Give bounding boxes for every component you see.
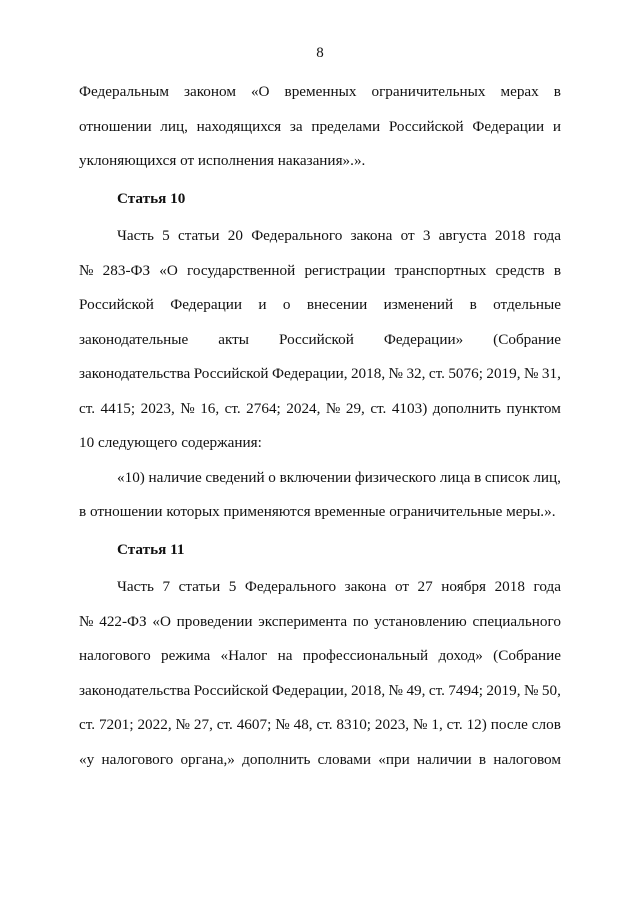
word: 2018	[494, 578, 525, 595]
word: Часть	[117, 227, 154, 244]
word: сведений	[205, 468, 265, 486]
word: закона	[344, 578, 387, 595]
word: года	[533, 227, 561, 244]
word: Федерации»	[383, 330, 464, 348]
word: законодательства	[79, 365, 191, 382]
word: Федерального	[244, 578, 337, 595]
word: 4415;	[100, 399, 136, 417]
word: наличие	[148, 468, 202, 486]
word: слов	[531, 716, 561, 733]
word: статьи	[178, 578, 221, 595]
text-line	[79, 674, 561, 709]
word: 2023,	[140, 399, 175, 417]
word: наличии	[417, 750, 472, 768]
word: дополнить	[242, 750, 311, 768]
text-line	[79, 288, 561, 323]
word: 50,	[541, 681, 561, 699]
word: 16,	[200, 399, 220, 417]
word: проведении	[176, 612, 253, 630]
word: после	[490, 716, 528, 733]
text-line	[79, 219, 561, 254]
word: специального	[472, 612, 561, 630]
word: «при	[378, 750, 410, 768]
word: Российской	[388, 117, 464, 135]
document-body	[79, 75, 561, 777]
word: профессиональный	[302, 647, 429, 664]
word: Федерального	[251, 227, 343, 244]
word: список	[484, 468, 530, 486]
word: лиц,	[533, 468, 561, 486]
word: 12)	[466, 716, 487, 733]
word: эксперимента	[258, 612, 348, 630]
word: 48,	[293, 716, 313, 733]
word: в	[553, 261, 561, 279]
word: регистрации	[304, 261, 386, 279]
text-line	[79, 254, 561, 289]
word: режима	[161, 647, 211, 664]
word: «О	[152, 612, 171, 630]
word: отношении	[79, 117, 152, 135]
word: по	[352, 612, 369, 630]
word: 283-ФЗ	[102, 261, 151, 279]
word: «10)	[117, 468, 145, 486]
word: дополнить	[432, 399, 501, 417]
word: 7494;	[448, 681, 483, 699]
word: 7201;	[98, 716, 134, 733]
word: года	[533, 578, 561, 595]
word: №	[180, 399, 195, 417]
word: 2019,	[486, 681, 521, 699]
word: «О	[250, 83, 270, 100]
word: №	[79, 261, 94, 279]
word: лиц,	[160, 117, 188, 135]
word: 7	[162, 578, 171, 595]
word: временных	[284, 83, 357, 100]
word: 3	[422, 227, 431, 244]
word: в	[478, 750, 487, 768]
word: от	[400, 227, 415, 244]
word: в	[553, 83, 561, 100]
word: Федеральным	[79, 83, 169, 100]
word: пределами	[311, 117, 381, 135]
text-line	[79, 461, 561, 496]
page-number: 8	[316, 45, 324, 61]
word: 5	[162, 227, 170, 244]
word: №	[388, 365, 404, 382]
word: налогового	[79, 647, 151, 664]
word: (Собрание	[493, 330, 561, 348]
word: «Налог	[220, 647, 268, 664]
text-line	[79, 75, 561, 110]
word: №	[388, 681, 404, 699]
word: №	[175, 716, 190, 733]
word: «у	[79, 750, 95, 768]
text-line	[79, 570, 561, 605]
word: Федерации	[472, 117, 545, 135]
word: ограничительных	[371, 83, 486, 100]
text-line	[79, 392, 561, 427]
word: ноября	[441, 578, 487, 595]
word: ст.	[428, 681, 445, 699]
word: ст.	[428, 365, 445, 382]
word: 2764;	[246, 399, 281, 417]
word: ст.	[224, 399, 241, 417]
word: №	[523, 681, 539, 699]
word: законодательства	[79, 681, 191, 699]
word: ст.	[79, 716, 96, 733]
word: Часть	[117, 578, 154, 595]
word: 5	[228, 578, 237, 595]
word: 2024,	[286, 399, 321, 417]
word: ст.	[446, 716, 463, 733]
word: Российской	[193, 681, 269, 699]
word: словами	[317, 750, 372, 768]
word: налогового	[101, 750, 174, 768]
word: «О	[159, 261, 178, 279]
word: 8310;	[336, 716, 372, 733]
text-line: уклоняющихся от исполнения наказания».».	[79, 152, 366, 169]
word: Федерации,	[271, 681, 348, 699]
word: №	[523, 365, 539, 382]
word: изменений	[383, 296, 454, 313]
word: 2022,	[137, 716, 172, 733]
word: Российской	[79, 296, 154, 313]
word: пунктом	[506, 399, 561, 417]
word: законодательные	[79, 330, 189, 348]
word: ст.	[216, 716, 233, 733]
text-line: 10 следующего содержания:	[79, 434, 262, 451]
text-line	[79, 357, 561, 392]
word: физического	[354, 468, 437, 486]
word: транспортных	[394, 261, 487, 279]
word: №	[412, 716, 428, 733]
word: №	[325, 399, 341, 417]
word: закона	[350, 227, 393, 244]
word: от	[394, 578, 409, 595]
word: Российской	[193, 365, 269, 382]
text-line: в отношении которых применяются временные ограничительные меры.».	[79, 503, 556, 520]
word: органа,»	[180, 750, 235, 768]
word: мерах	[500, 83, 539, 100]
word: Российской	[279, 330, 354, 348]
word: ст.	[79, 399, 96, 417]
word: 4607;	[236, 716, 272, 733]
word: акты	[218, 330, 250, 348]
word: 49,	[406, 681, 426, 699]
word: августа	[438, 227, 487, 244]
word: 2018	[494, 227, 526, 244]
word: 32,	[406, 365, 426, 382]
word: включении	[279, 468, 352, 486]
word: 2018,	[350, 681, 386, 699]
word: 20	[227, 227, 243, 244]
word: (Собрание	[493, 647, 561, 664]
word: законом	[183, 83, 236, 100]
word: Федерации	[170, 296, 242, 313]
word: 4103)	[391, 399, 428, 417]
word: отдельные	[493, 296, 561, 313]
word: о	[282, 296, 291, 313]
word: 1,	[431, 716, 443, 733]
text-line	[79, 323, 561, 358]
word: и	[258, 296, 267, 313]
word: 27,	[193, 716, 213, 733]
text-line	[79, 743, 561, 778]
word: 422-ФЗ	[99, 612, 147, 630]
word: государственной	[187, 261, 296, 279]
text-line	[79, 708, 561, 743]
article-10-heading: Статья 10	[117, 189, 186, 207]
word: 5076;	[448, 365, 483, 382]
text-line	[79, 605, 561, 640]
word: в	[469, 296, 477, 313]
word: №	[79, 612, 94, 630]
word: Федерации,	[271, 365, 348, 382]
word: 2023,	[374, 716, 410, 733]
word: ст.	[316, 716, 333, 733]
word: №	[275, 716, 290, 733]
word: и	[552, 117, 561, 135]
word: 2019,	[486, 365, 521, 382]
word: статьи	[177, 227, 220, 244]
text-line	[79, 639, 561, 674]
word: на	[277, 647, 293, 664]
word: средств	[495, 261, 545, 279]
word: ст.	[370, 399, 387, 417]
word: 29,	[345, 399, 365, 417]
word: 27	[417, 578, 433, 595]
word: лица	[439, 468, 471, 486]
word: за	[289, 117, 303, 135]
word: о	[268, 468, 276, 486]
text-line	[79, 110, 561, 145]
word: внесении	[306, 296, 368, 313]
word: находящихся	[196, 117, 282, 135]
word: 31,	[541, 365, 561, 382]
article-11-heading: Статья 11	[117, 540, 185, 558]
word: в	[474, 468, 482, 486]
word: налоговом	[493, 750, 561, 768]
word: 2018,	[350, 365, 386, 382]
word: доход»	[438, 647, 483, 664]
word: установлению	[374, 612, 467, 630]
